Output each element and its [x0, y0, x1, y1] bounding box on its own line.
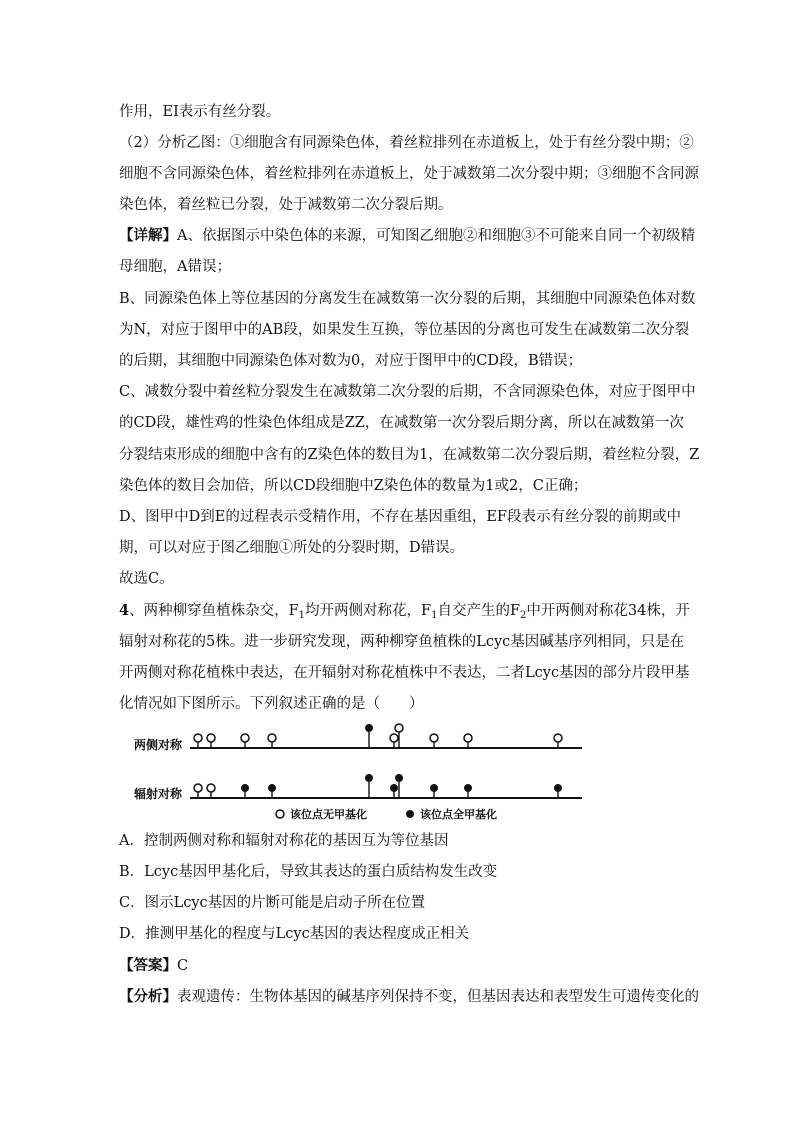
detail-a1-text: A、依据图示中染色体的来源，可知图乙细胞②和细胞③不可能来自同一个初级精	[177, 228, 695, 244]
row1-site-open-marker	[395, 724, 403, 732]
line-pD1: D、图甲中D到E的过程表示受精作用，不存在基因重组，EF段表示有丝分裂的前期或中	[119, 509, 681, 525]
q1-a: 、两种柳穿鱼植株杂交，F	[129, 603, 299, 619]
line-p2a: （2）分析乙图：①细胞含有同源染色体，着丝粒排列在赤道板上，处于有丝分裂中期；②	[119, 135, 694, 151]
analysis-line	[119, 987, 699, 1007]
option-b: B．Lcyc基因甲基化后，导致其表达的蛋白质结构发生改变	[119, 864, 498, 880]
line-pC1: C、减数分裂中着丝粒分裂发生在减数第二次分裂的后期，不含同源染色体，对应于图甲中	[119, 384, 696, 400]
row2-site-filled-marker	[395, 774, 403, 782]
line-pA2: 母细胞，A错误；	[119, 259, 231, 275]
q1-sub2: 1	[431, 610, 438, 621]
row2-sites	[194, 774, 562, 798]
row2-site-filled-marker	[464, 784, 472, 792]
row1-site-open-marker	[194, 734, 202, 742]
legend-open-label: 该位点无甲基化	[290, 808, 367, 821]
line-pC2: 的CD段，雄性鸡的性染色体组成是ZZ，在减数第一次分裂后期分离，所以在减数第一次	[119, 415, 684, 431]
detail-tag: 【详解】	[119, 227, 177, 244]
line-p1: 作用，EI表示有丝分裂。	[119, 104, 281, 120]
row1-site-open-marker	[241, 734, 249, 742]
row1-sites	[194, 724, 562, 748]
row2-site-filled-marker	[241, 784, 249, 792]
q1-sub1: 1	[298, 610, 306, 621]
question-line-4: 化情况如下图所示。下列叙述正确的是（ ）	[119, 696, 424, 712]
answer-line	[119, 956, 188, 976]
row1-site-open-marker	[430, 734, 438, 742]
answer-tag: 【答案】	[119, 957, 177, 974]
q1-sub3: 2	[520, 610, 527, 621]
line-pC4: 染色体的数目会加倍，所以CD段细胞中Z染色体的数量为1或2，C正确；	[119, 478, 588, 494]
option-c: C．图示Lcyc基因的片断可能是启动子所在位置	[119, 895, 426, 911]
question-number: 4	[119, 602, 130, 619]
question-line-3: 开两侧对称花植株中表达，在开辐射对称花植株中不表达，二者Lcyc基因的部分片段甲基	[119, 665, 690, 681]
row1-site-open-marker	[554, 734, 562, 742]
row2-site-open-marker	[194, 784, 202, 792]
row1-site-open-marker	[390, 734, 398, 742]
row2-site-open-marker	[207, 784, 215, 792]
line-pB2: 为N，对应于图甲中的AB段，如果发生互换，等位基因的分离也可发生在减数第二次分裂	[119, 322, 690, 338]
methylation-figure	[130, 718, 600, 826]
legend-open-marker	[276, 810, 284, 818]
q1-d: 中开两侧对称花34株，开	[526, 603, 690, 619]
q1-c: 自交产生的F	[437, 603, 521, 619]
row1-site-open-marker	[268, 734, 276, 742]
row2-site-filled-marker	[554, 784, 562, 792]
line-pAns: 故选C。	[119, 571, 174, 587]
row1-site-filled-marker	[365, 724, 373, 732]
line-p2b: 细胞不含同源染色体，着丝粒排列在赤道板上，处于减数第二次分裂中期；③细胞不含同源	[119, 166, 699, 182]
line-pB1: B、同源染色体上等位基因的分离发生在减数第一次分裂的后期，其细胞中同源染色体对数	[119, 291, 696, 307]
row1-site-open-marker	[207, 734, 215, 742]
analysis-tag: 【分析】	[119, 988, 177, 1005]
row1-label: 两侧对称	[134, 738, 183, 752]
row2-site-filled-marker	[390, 784, 398, 792]
legend-filled-marker	[406, 810, 414, 818]
option-d: D．推测甲基化的程度与Lcyc基因的表达程度成正相关	[119, 926, 470, 942]
line-pC3: 分裂结束形成的细胞中含有的Z染色体的数目为1，在减数第二次分裂后期，着丝粒分裂，Z	[119, 447, 700, 463]
row2-label: 辐射对称	[134, 787, 183, 801]
answer-value: C	[177, 958, 189, 974]
question-line-1	[119, 601, 690, 621]
line-p2c: 染色体，着丝粒已分裂，处于减数第二次分裂后期。	[119, 197, 453, 213]
row1-site-open-marker	[464, 734, 472, 742]
option-a: A．控制两侧对称和辐射对称花的基因互为等位基因	[119, 833, 449, 849]
q1-b: 均开两侧对称花，F	[305, 603, 432, 619]
line-pD2: 期，可以对应于图乙细胞①所处的分裂时期，D错误。	[119, 540, 465, 556]
legend-filled-label: 该位点全甲基化	[420, 808, 497, 821]
row2-site-filled-marker	[430, 784, 438, 792]
row2-site-filled-marker	[365, 774, 373, 782]
detail-line-a1	[119, 226, 695, 246]
line-pB3: 的后期，其细胞中同源染色体对数为0，对应于图甲中的CD段，B错误；	[119, 353, 583, 369]
row2-site-filled-marker	[268, 784, 276, 792]
analysis-text: 表观遗传：生物体基因的碱基序列保持不变，但基因表达和表型发生可遗传变化的	[177, 989, 699, 1005]
question-line-2: 辐射对称花的5株。进一步研究发现，两种柳穿鱼植株的Lcyc基因碱基序列相同，只是在	[119, 634, 685, 650]
